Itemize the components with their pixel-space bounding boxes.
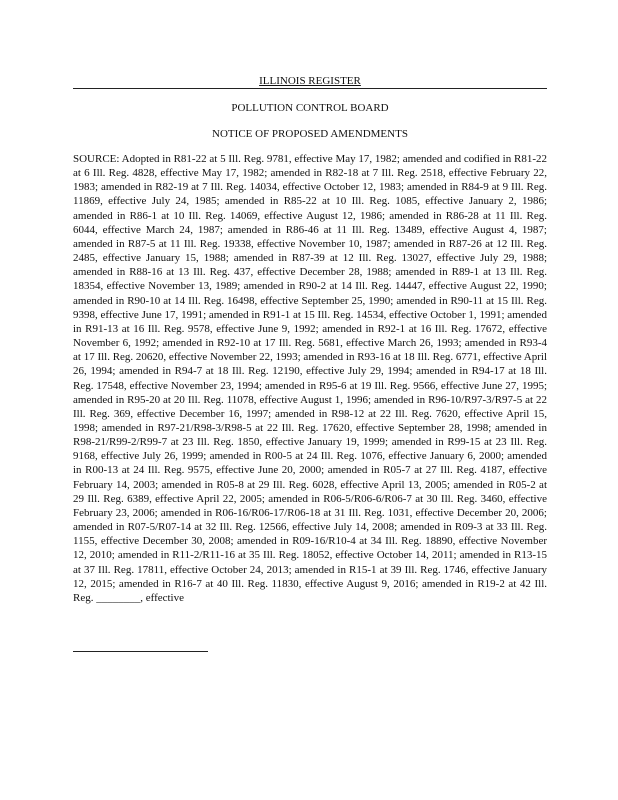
notice-title: NOTICE OF PROPOSED AMENDMENTS [212,128,408,140]
effective-date-blank-line [73,651,208,652]
header-divider [73,88,547,89]
source-paragraph: SOURCE: Adopted in R81-22 at 5 Ill. Reg. 9781, effective May 17, 1982; amended and codified in R81-22 at 6 Ill. Reg. 4828, effective May 17, 1982; amended in R82-18 at 7 Ill. Reg. 2518, effective February 22, 1983; amended in R82-19 at 7 Ill. Reg. 14034, effective October 12, 1983; amended in R84-9 at 9 Ill. Reg. 11869, effective July 24, 1985; amended in R85-22 at 10 Ill. Reg. 1085, effective January 2, 1986; amended in R86-1 at 10 Ill. Reg. 14069, effective August 12, 1986; amended in R86-28 at 11 Ill. Reg. 6044, effective March 24, 1987; amended in R86-46 at 11 Ill. Reg. 13489, effective August 4, 1987; amended in R87-5 at 11 Ill. Reg. 19338, effective November 10, 1987; amended in R87-26 at 12 Ill. Reg. 2485, effective January 15, 1988; amended in R87-39 at 12 Ill. Reg. 13027, effective July 29, 1988; amended in R88-16 at 13 Ill. Reg. 437, effective December 28, 1988; amended in R89-1 at 13 Ill. Reg. 18354, effective November 13, 1989; amended in R90-2 at 14 Ill. Reg. 14447, effective August 22, 1990; amended in R90-10 at 14 Ill. Reg. 16498, effective September 25, 1990; amended in R90-11 at 15 Ill. Reg. 9398, effective June 17, 1991; amended in R91-1 at 15 Ill. Reg. 14534, effective October 1, 1991; amended in R91-13 at 16 Ill. Reg. 9578, effective June 9, 1992; amended in R92-1 at 16 Ill. Reg. 17672, effective November 6, 1992; amended in R92-10 at 17 Ill. Reg. 5681, effective March 26, 1993; amended in R93-4 at 17 Ill. Reg. 20620, effective November 22, 1993; amended in R93-16 at 18 Ill. Reg. 6771, effective April 26, 1994; amended in R94-7 at 18 Ill. Reg. 12190, effective July 29, 1994; amended in R94-17 at 18 Ill. Reg. 17548, effective November 23, 1994; amended in R95-6 at 19 Ill. Reg. 9566, effective June 27, 1995; amended in R95-20 at 20 Ill. Reg. 11078, effective August 1, 1996; amended in R96-10/R97-3/R97-5 at 22 Ill. Reg. 369, effective December 16, 1997; amended in R98-12 at 22 Ill. Reg. 7620, effective April 15, 1998; amended in R97-21/R98-3/R98-5 at 22 Ill. Reg. 17620, effective September 28, 1998; amended in R98-21/R99-2/R99-7 at 23 Ill. Reg. 1850, effective January 19, 1999; amended in R99-15 at 23 Ill. Reg. 9168, effective July 26, 1999; amended in R00-5 at 24 Ill. Reg. 1076, effective January 6, 2000; amended in R00-13 at 24 Ill. Reg. 9575, effective June 20, 2000; amended in R05-7 at 27 Ill. Reg. 4187, effective February 14, 2003; amended in R05-8 at 29 Ill. Reg. 6028, effective April 13, 2005; amended in R05-2 at 29 Ill. Reg. 6389, effective April 22, 2005; amended in R06-5/R06-6/R06-7 at 30 Ill. Reg. 3460, effective February 23, 2006; amended in R06-16/R06-17/R06-18 at 31 Ill. Reg. 1031, effective December 20, 2006; amended in R07-5/R07-14 at 32 Ill. Reg. 12566, effective July 14, 2008; amended in R09-3 at 33 Ill. Reg. 1155, effective December 30, 2008; amended in R09-16/R10-4 at 34 Ill. Reg. 18890, effective November 12, 2010; amended in R11-2/R11-16 at 35 Ill. Reg. 18052, effective October 14, 2011; amended in R13-15 at 37 Ill. Reg. 17811, effective October 24, 2013; amended in R15-1 at 39 Ill. Reg. 1746, effective January 12, 2015; amended in R16-7 at 40 Ill. Reg. 11830, effective August 9, 2016; amended in R19-2 at 42 Ill. Reg. ________, effective [73,153,548,604]
agency-name: POLLUTION CONTROL BOARD [231,102,389,114]
register-title: ILLINOIS REGISTER [259,75,361,87]
